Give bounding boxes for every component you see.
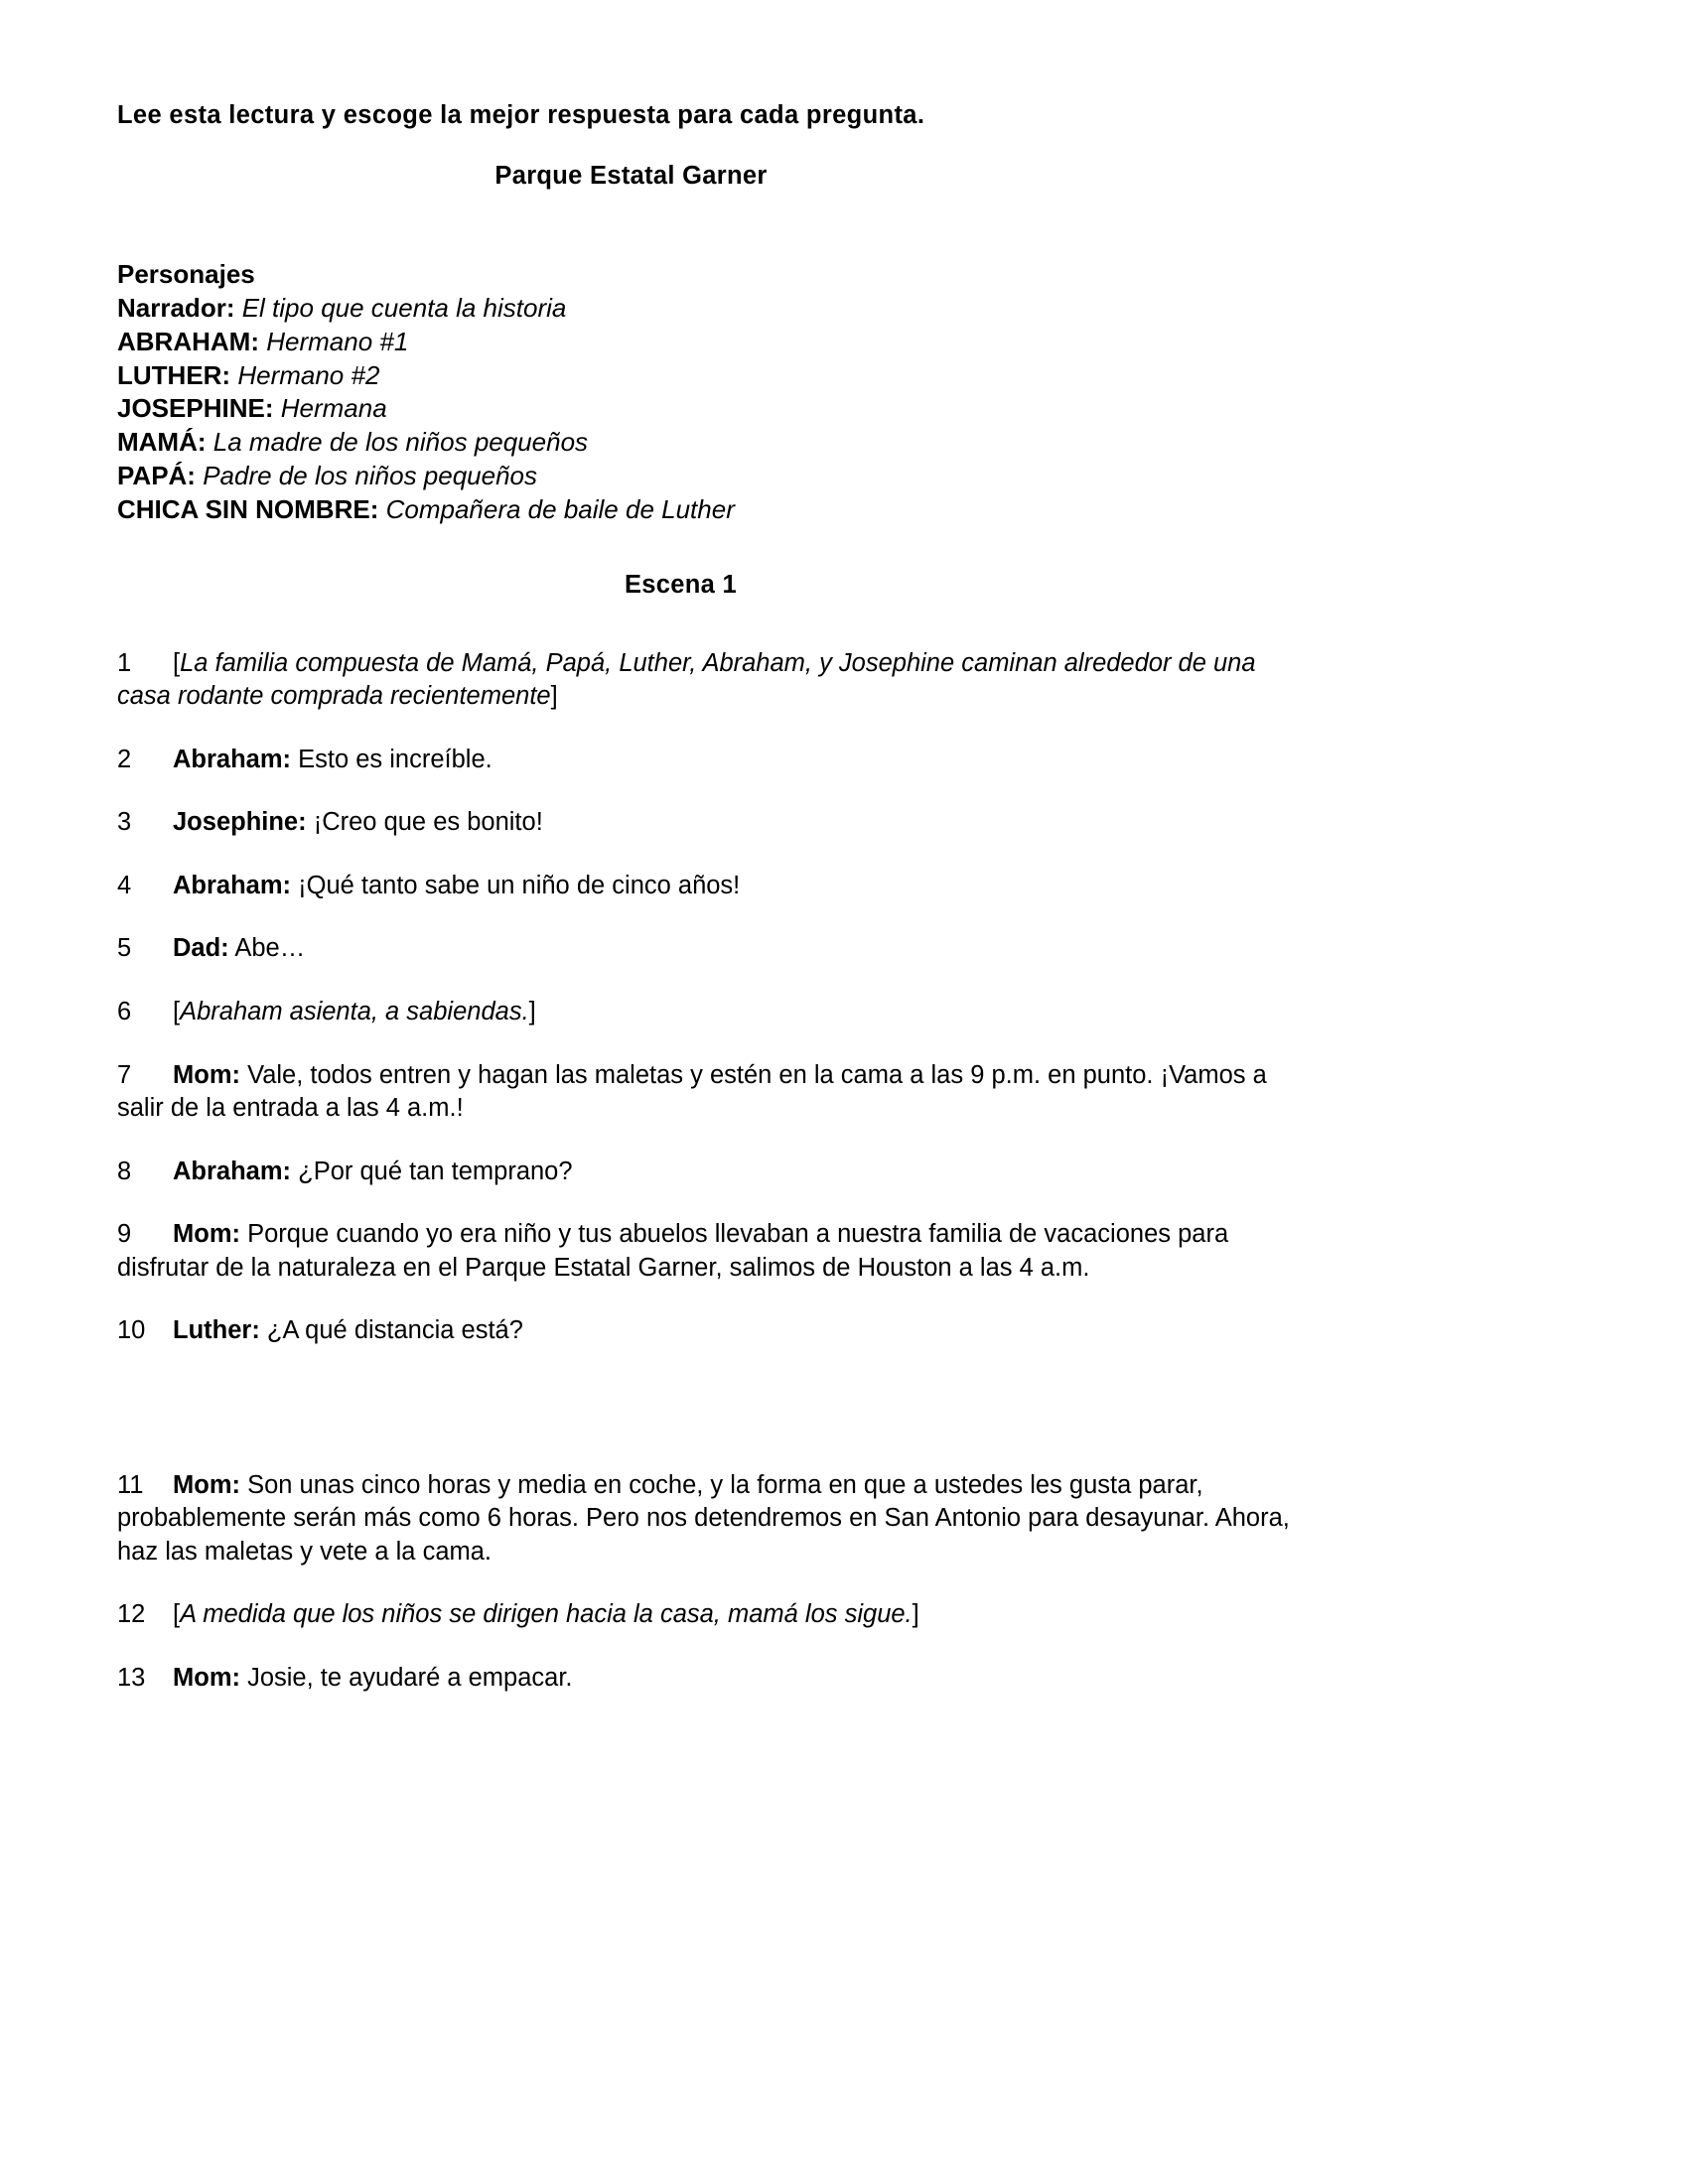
close-bracket: ] [912,1600,919,1629]
line-text [117,1598,1304,1632]
cast-name: PAPÁ: [117,461,196,491]
line-number: 9 [117,1220,132,1249]
line-number: 2 [117,745,132,773]
script-line [117,996,1304,1029]
cast-name: CHICA SIN NOMBRE: [117,493,379,524]
cast-list [117,258,1304,526]
cast-description: Hermano #2 [237,359,380,390]
close-bracket: ] [528,997,536,1025]
open-bracket: [ [173,1600,181,1629]
line-number: 7 [117,1060,132,1089]
cast-description: Compañera de baile de Luther [385,493,735,524]
cast-name: MAMÁ: [117,427,207,458]
speaker-name: Abraham: [173,871,292,899]
instruction-heading: Lee esta lectura y escoge la mejor respuesta para cada pregunta. [117,101,925,129]
line-number: 1 [117,648,132,677]
cast-row [117,359,1304,393]
script-line [117,1218,1304,1285]
cast-name: Narrador: [117,293,235,324]
cast-description: La madre de los niños pequeños [212,427,589,458]
dialogue-text: ¿A qué distancia está? [266,1316,523,1345]
stage-direction: A medida que los niños se dirigen hacia la casa, mamá los sigue. [180,1600,913,1629]
line-text [117,647,1304,714]
dialogue-text: ¿Por qué tan temprano? [298,1157,573,1185]
dialogue-text: Vale, todos entren y hagan las maletas y estén en la cama a las 9 p.m. en punto. ¡Vamos a salir de la entrada a las 4 a.m.! [117,1060,1267,1123]
line-number: 13 [117,1663,146,1692]
script-line [117,1469,1304,1570]
speaker-name: Abraham: [173,745,292,773]
line-number: 10 [117,1316,146,1345]
speaker-name: Mom: [173,1060,240,1089]
line-text [117,1218,1304,1285]
line-number: 12 [117,1600,146,1629]
line-number: 3 [117,808,132,837]
line-number: 5 [117,934,132,963]
cast-row [117,292,1304,326]
script-line [117,1598,1304,1632]
cast-row [117,392,1304,426]
cast-row [117,493,1304,527]
line-text [117,1314,1304,1348]
cast-row [117,426,1304,460]
close-bracket: ] [550,682,558,711]
line-number: 6 [117,997,132,1025]
open-bracket: [ [173,997,181,1025]
script-line [117,647,1304,714]
speaker-name: Abraham: [173,1157,292,1185]
spacer [117,602,1304,647]
cast-description: Hermano #1 [266,326,409,356]
line-text [117,744,1304,777]
line-text [117,932,1304,966]
cast-name: JOSEPHINE: [117,393,274,424]
dialogue-text: Abe… [234,934,306,963]
line-text [117,1662,1304,1696]
reading-title: Parque Estatal Garner [494,162,768,191]
dialogue-text: Porque cuando yo era niño y tus abuelos llevaban a nuestra familia de vacaciones para disfrutar de la naturaleza en el Parque Estatal Garner, salimos de Houston a las 4 a.m. [117,1220,1229,1282]
open-bracket: [ [173,648,181,677]
cast-description: El tipo que cuenta la historia [241,293,567,324]
line-number: 4 [117,871,132,899]
script-line [117,744,1304,777]
speaker-name: Luther: [173,1316,260,1345]
line-number: 11 [117,1470,144,1499]
cast-row [117,326,1304,359]
cast-name: LUTHER: [117,359,231,390]
script-line [117,1156,1304,1189]
script-line [117,806,1304,840]
script-line [117,1314,1304,1348]
script-line [117,932,1304,966]
line-text [117,1469,1304,1570]
stage-direction: Abraham asienta, a sabiendas. [180,997,529,1025]
speaker-name: Mom: [173,1663,240,1692]
cast-description: Padre de los niños pequeños [203,461,538,491]
line-text [117,1156,1304,1189]
dialogue-text: ¡Creo que es bonito! [313,808,543,837]
speaker-name: Dad: [173,934,229,963]
dialogue-text: Son unas cinco horas y media en coche, y la forma en que a ustedes les gusta parar, probablemente serán más como 6 horas. Pero nos detendremos en San Antonio para desayunar. Ahora, haz las maletas y vete a la cama. [117,1470,1290,1566]
dialogue-text: Esto es increíble. [298,745,492,773]
spacer [117,1378,1304,1469]
cast-heading: Personajes [117,259,255,290]
script-line [117,870,1304,903]
speaker-name: Josephine: [173,808,307,837]
script-line [117,1059,1304,1126]
line-text [117,996,1304,1029]
cast-description: Hermana [280,393,387,424]
dialogue-text: ¡Qué tanto sabe un niño de cinco años! [298,871,741,899]
stage-direction: La familia compuesta de Mamá, Papá, Luther, Abraham, y Josephine caminan alrededor de una casa rodante comprada recientemente [117,648,1256,711]
speaker-name: Mom: [173,1220,240,1249]
speaker-name: Mom: [173,1470,240,1499]
line-text [117,870,1304,903]
script-line [117,1662,1304,1696]
spacer [117,527,1304,569]
document-body [117,99,1304,1695]
line-text [117,1059,1304,1126]
cast-name: ABRAHAM: [117,326,259,356]
line-text [117,806,1304,840]
dialogue-text: Josie, te ayudaré a empacar. [247,1663,573,1692]
line-number: 8 [117,1157,132,1185]
scene-heading: Escena 1 [625,570,737,599]
cast-row [117,460,1304,493]
